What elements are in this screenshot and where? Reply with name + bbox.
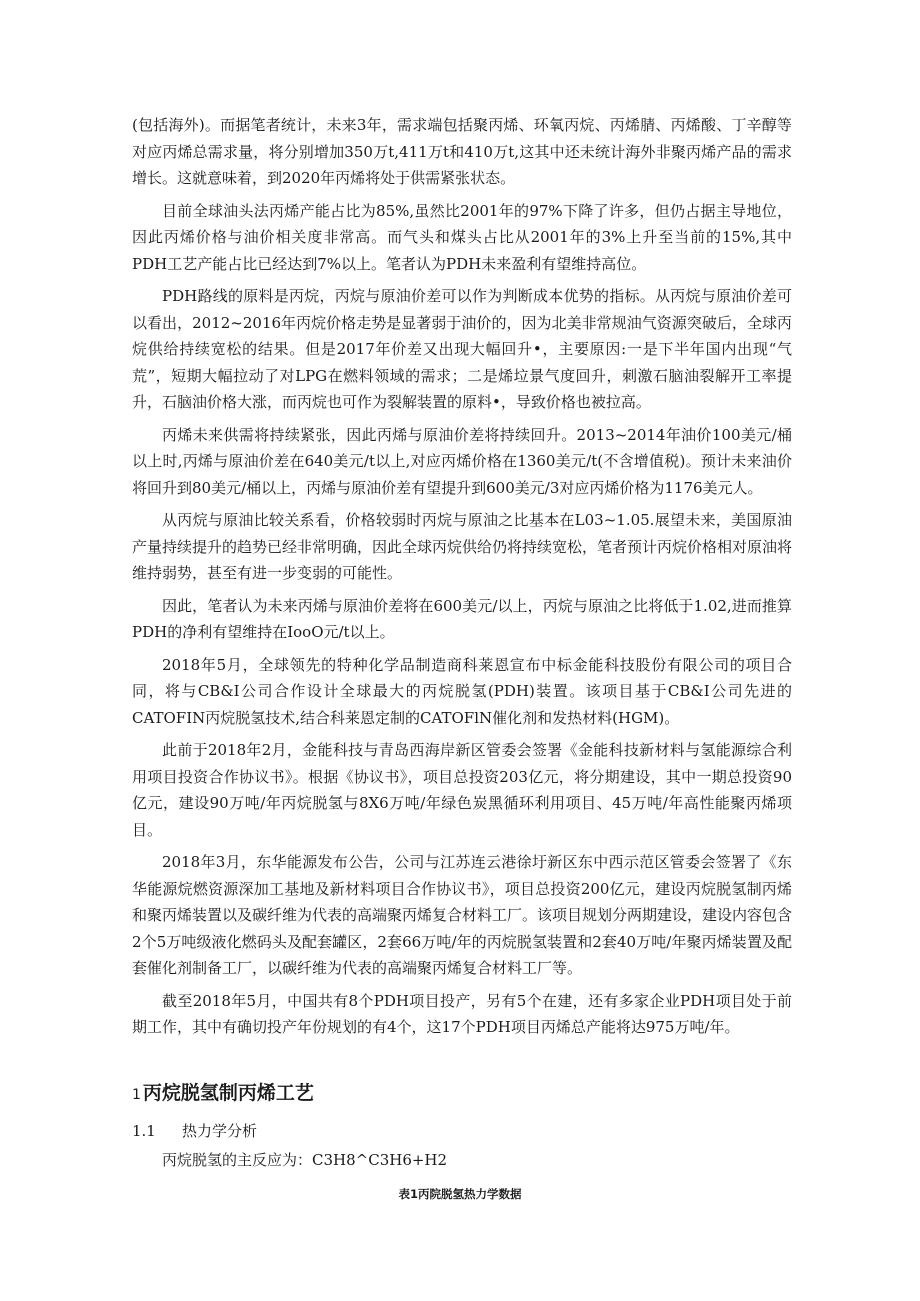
paragraph: 从丙烷与原油比较关系看，价格较弱时丙烷与原油之比基本在L03~1.05.展望未来，美国原油产量持续提升的趋势已经非常明确，因此全球丙烷供给仍将持续宽松，笔者预计丙烷价格相对原油将维持弱势，甚至有进一步变弱的可能性。 — [132, 511, 793, 582]
section-title: 丙烷脱氢制丙烯工艺 — [142, 1082, 314, 1104]
body-text — [132, 112, 792, 1047]
subsection-heading — [132, 1120, 257, 1141]
subsection-number: 1.1 — [132, 1122, 156, 1140]
paragraph: 截至2018年5月，中国共有8个PDH项目投产，另有5个在建，还有多家企业PDH项目处于前期工作，其中有确切投产年份规划的有4个，这17个PDH项目丙烯总产能将达975万吨/年。 — [132, 991, 792, 1036]
paragraph: (包括海外)。而据笔者统计，未来3年，需求端包括聚丙烯、环氧丙烷、丙烯腈、丙烯酸、丁辛醇等对应丙烯总需求量，将分别增加350万t,411万t和410万t,这其中还未统计海外非聚丙烯产品的需求增长。这就意味着，到2020年丙烯将处于供需紧张状态。 — [132, 116, 792, 187]
paragraph: 此前于2018年2月，金能科技与青岛西海岸新区管委会签署《金能科技新材料与氢能源综合利用项目投资合作协议书》。根据《协议书》，项目总投资203亿元，将分期建设，其中一期总投资90亿元，建设90万吨/年丙烷脱氢与8X6万吨/年绿色炭黑循环利用项目、45万吨/年高性能聚丙烯项目。 — [132, 741, 792, 839]
section-number: 1 — [132, 1087, 141, 1103]
paragraph: 丙烯未来供需将持续紧张，因此丙烯与原油价差将持续回升。2013~2014年油价100美元/桶以上时,丙烯与原油价差在640美元/t以上,对应丙烯价格在1360美元/t(不含增值税)。预计未来油价将回升到80美元/桶以上，丙烯与原油价差有望提升到600美元/3对应丙烯价格为1176美元人。 — [132, 425, 792, 497]
reaction-formula: 丙烷脱氢的主反应为：C3H8^C3H6+H2 — [162, 1151, 448, 1169]
paragraph: 2018年5月，全球领先的特种化学品制造商科莱恩宣布中标金能科技股份有限公司的项目合同，将与CB&I公司合作设计全球最大的丙烷脱氢(PDH)装置。该项目基于CB&I公司先进的CATOFIN丙烷脱氢技术,结合科莱恩定制的CATOFlN催化剂和发热材料(HGM)。 — [132, 655, 792, 727]
paragraph: 2018年3月，东华能源发布公告，公司与江苏连云港徐圩新区东中西示范区管委会签署了《东华能源烷燃资源深加工基地及新材料项目合作协议书》，项目总投资200亿元，建设丙烷脱氢制丙烯和聚丙烯装置以及碳纤维为代表的高端聚丙烯复合材料工厂。该项目规划分两期建设，建设内容包含2个5万吨级液化燃码头及配套罐区，2套66万吨/年的丙烷脱氢装置和2套40万吨/年聚丙烯装置及配套催化剂制备工厂，以碳纤维为代表的高端聚丙烯复合材料工厂等。 — [132, 853, 793, 977]
paragraph: 因此，笔者认为未来丙烯与原油价差将在600美元/以上，丙烷与原油之比将低于1.02,进而推算PDH的净利有望维持在IooO元/t以上。 — [132, 596, 792, 641]
subsection-title: 热力学分析 — [182, 1122, 258, 1140]
paragraph: 目前全球油头法丙烯产能占比为85%,虽然比2001年的97%下降了许多，但仍占据主导地位，因此丙烯价格与油价相关度非常高。而气头和煤头占比从2001年的3%上升至当前的15%,其中PDH工艺产能占比已经达到7%以上。笔者认为PDH未来盈利有望维持高位。 — [132, 201, 792, 273]
section-heading — [132, 1078, 314, 1105]
table-caption: 表1丙院脱氢热力学数据 — [398, 1187, 522, 1201]
paragraph: PDH路线的原料是丙烷，丙烷与原油价差可以作为判断成本优势的指标。从丙烷与原油价差可以看出，2012~2016年丙烷价格走势是显著弱于油价的，因为北美非常规油气资源突破后，全球丙烷供给持续宽松的结果。但是2017年价差又出现大幅回升•，主要原因:一是下半年国内出现“气荒”，短期大幅拉动了对LPG在燃料领域的需求；二是烯垃景气度回升，刺激石脑油裂解开工率提升，石脑油价格大涨，而丙烷也可作为裂解装置的原料•，导致价格也被拉高。 — [132, 287, 792, 411]
